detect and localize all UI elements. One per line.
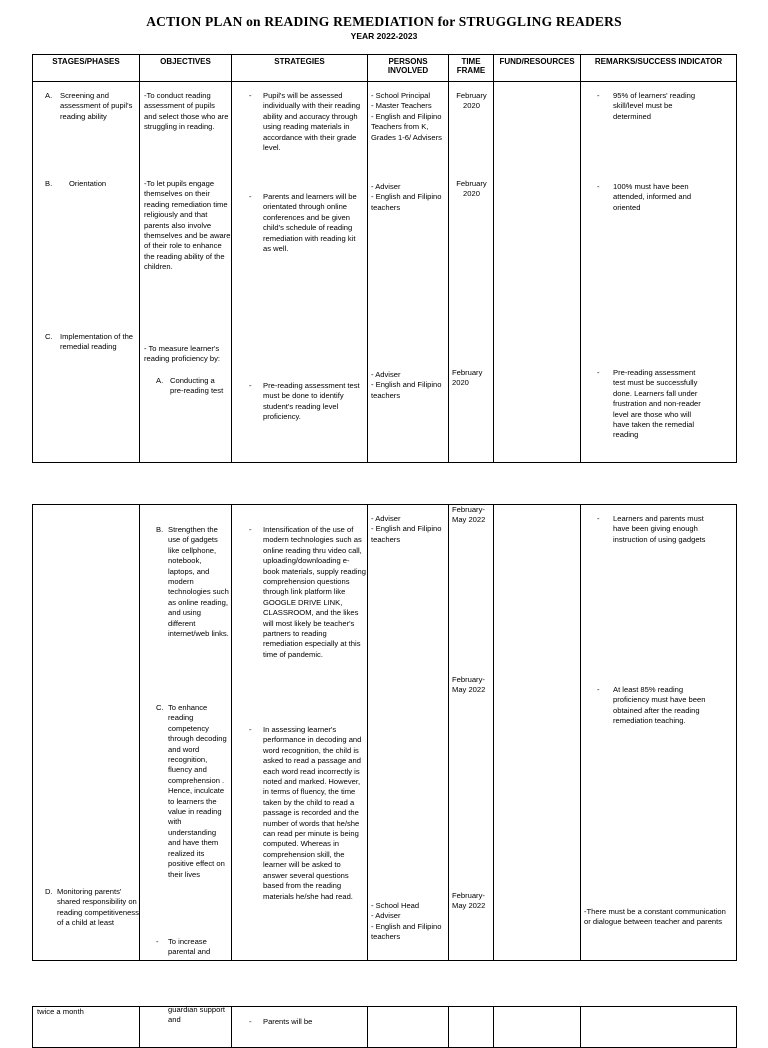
objectives-cell <box>140 505 232 961</box>
timeframe-cell <box>449 505 494 961</box>
strategy-3-text: Parents will be <box>263 1017 313 1026</box>
stages-cell <box>33 505 140 961</box>
remark-2 <box>597 685 709 727</box>
remarks-cell <box>581 505 737 961</box>
timeframe-cell <box>449 1007 494 1048</box>
strategy-1-text: Pupil's will be assessed individually with their reading ability and accuracy through using reading materials in accordance with their grade level. <box>263 91 361 153</box>
time-3: February-May 2022 <box>452 891 486 911</box>
remarks-cell <box>581 82 737 463</box>
objective-3a-text: Conducting a pre-reading test <box>170 376 224 396</box>
stage-b-marker: B. <box>45 179 53 188</box>
objective-c <box>156 703 230 880</box>
objective-3a <box>156 376 228 397</box>
col-header-time: TIME FRAME <box>449 55 494 82</box>
strategy-2-bullet: - <box>249 192 252 201</box>
objective-1: -To conduct reading assessment of pupils and select those who are struggling in reading. <box>144 91 229 132</box>
strategy-1-bullet: - <box>249 91 252 100</box>
remark-2-bullet: - <box>597 685 600 694</box>
strategy-2-text: Parents and learners will be orientated through online conferences and be given child's schedule of reading remediation with reading kit as well. <box>263 192 357 254</box>
action-plan-table-1 <box>32 54 737 463</box>
col-header-strategies: STRATEGIES <box>232 55 368 82</box>
strategy-3 <box>249 381 365 423</box>
strategy-3-bullet: - <box>249 1017 252 1026</box>
objective-c-marker: C. <box>156 703 164 712</box>
stage-b <box>45 179 137 189</box>
remark-1 <box>597 91 705 122</box>
document-year: YEAR 2022-2023 <box>350 31 418 41</box>
stage-d <box>45 887 139 929</box>
remark-2-text: At least 85% reading proficiency must have been obtained after the reading remediation teaching. <box>613 685 706 726</box>
document-title: ACTION PLAN on READING REMEDIATION for STRUGGLING READERS <box>146 14 622 29</box>
time-2: February-May 2022 <box>452 675 486 695</box>
table-row <box>33 1007 737 1048</box>
person-line: - Adviser <box>371 370 401 379</box>
objective-3: - To measure learner's reading proficiency by: <box>144 344 220 364</box>
persons-1 <box>371 514 447 545</box>
strategy-2 <box>249 192 365 254</box>
strategy-3-bullet: - <box>249 381 252 390</box>
persons-1 <box>371 91 447 143</box>
person-line: - English and Filipino Teachers from K, Grades 1-6/ Advisers <box>371 111 442 142</box>
col-header-stages: STAGES/PHASES <box>33 55 140 82</box>
time-1: February 2020 <box>456 91 487 111</box>
strategy-2-bullet: - <box>249 725 252 734</box>
persons-3 <box>371 370 447 401</box>
strategy-3-text: Pre-reading assessment test must be done to identify student's reading level proficiency. <box>263 381 360 422</box>
person-line: - Adviser <box>371 911 401 921</box>
strategy-1 <box>249 91 365 153</box>
remark-2-text: 100% must have been attended, informed and oriented <box>613 182 692 212</box>
stages-cell <box>33 82 140 463</box>
strategy-1 <box>249 525 366 660</box>
time-1: February-May 2022 <box>452 505 486 525</box>
persons-cell <box>368 82 449 463</box>
strategy-1-bullet: - <box>249 525 252 534</box>
strategies-cell <box>232 505 368 961</box>
strategy-3 <box>249 1017 366 1027</box>
remark-2 <box>597 182 705 213</box>
timeframe-cell <box>449 82 494 463</box>
col-header-persons: PERSONS INVOLVED <box>368 55 449 82</box>
remark-1-bullet: - <box>597 514 600 523</box>
remark-2-bullet: - <box>597 182 600 191</box>
remark-3: -There must be a constant communication or dialogue between teacher and parents <box>584 907 726 927</box>
action-plan-table-3 <box>32 1006 737 1048</box>
remark-1-text: Learners and parents must have been giving enough instruction of using gadgets <box>613 514 706 544</box>
stage-d-text: Monitoring parents' shared responsibility on reading competitiveness of a child at least <box>57 887 139 928</box>
persons-2 <box>371 182 447 213</box>
person-line: - English and Filipino teachers <box>371 380 442 400</box>
strategy-2 <box>249 725 366 902</box>
stage-c <box>45 332 137 353</box>
table-row <box>33 82 737 463</box>
person-line: - Adviser <box>371 182 401 191</box>
persons-cell <box>368 505 449 961</box>
objective-b <box>156 525 230 639</box>
strategy-1-text: Intensification of the use of modern technologies such as online reading thru video call, uploading/downloading e-book materials, supply reading comprehension questions through link platform like GOOGLE DRIVE LINK, CLASSROOM, and the likes will most likely be teacher's partners to reading remediation especially at this time of pandemic. <box>263 525 366 659</box>
person-line: - Adviser <box>371 514 401 523</box>
person-line: - English and Filipino teachers <box>371 192 442 212</box>
objective-d-continued: guardian support and <box>168 1005 225 1025</box>
table-row <box>33 505 737 961</box>
stage-c-marker: C. <box>45 332 53 341</box>
person-line: - English and Filipino teachers <box>371 524 442 544</box>
person-line: - School Head <box>371 901 420 910</box>
stage-c-text: Implementation of the remedial reading <box>60 332 134 352</box>
remark-1-text: 95% of learners' reading skill/level must be determined <box>613 91 696 121</box>
remark-3-bullet: - <box>597 368 600 377</box>
col-header-objectives: OBJECTIVES <box>140 55 232 82</box>
time-2: February 2020 <box>456 179 487 199</box>
time-3: February 2020 <box>452 368 483 388</box>
table-header-row <box>33 55 737 82</box>
person-line: - English and Filipino teachers <box>371 921 442 942</box>
remark-1-bullet: - <box>597 91 600 100</box>
stage-d-continued: twice a month <box>37 1007 84 1016</box>
fund-cell <box>494 505 581 961</box>
remark-1 <box>597 514 709 545</box>
objective-c-text: To enhance reading competency through decoding and word recognition, fluency and comprehension . Hence, inculcate to learners the value in reading with understanding and have them realized its positive effect on their lives <box>168 703 227 879</box>
objective-d-marker: - <box>156 937 159 946</box>
stage-a <box>45 91 137 122</box>
stage-b-text: Orientation <box>69 179 107 188</box>
col-header-fund: FUND/RESOURCES <box>494 55 581 82</box>
col-header-remarks: REMARKS/SUCCESS INDICATOR <box>581 55 737 82</box>
action-plan-table-2 <box>32 504 737 961</box>
person-line: - School Principal <box>371 91 431 100</box>
objective-d-text: To increase parental and <box>168 937 211 957</box>
strategy-2-text: In assessing learner's performance in decoding and word recognition, the child is asked to read a passage and each word read incorrectly is noted and marked. However, in terms of fluency, the time taken by the child to read a passage is recorded and the number of words that he/she can read per minute is being computed. Whereas in comprehension skill, the learner will be asked to answer several questions based from the reading materials he/she had read. <box>263 725 362 901</box>
objective-2: -To let pupils engage themselves on their reading remediation time religiously and that parents also involve themselves and be aware of their role to enhance the reading ability of the children. <box>144 179 231 272</box>
objectives-cell <box>140 82 232 463</box>
objective-b-text: Strengthen the use of gadgets like cellphone, notebook, laptops, and modern technologies such as online reading, and using different internet/web links. <box>168 525 229 639</box>
stage-a-marker: A. <box>45 91 53 100</box>
fund-cell <box>494 82 581 463</box>
remarks-cell <box>581 1007 737 1048</box>
remark-3 <box>597 368 709 441</box>
stage-d-marker: D. <box>45 887 53 896</box>
objective-d <box>156 937 230 958</box>
objective-3a-marker: A. <box>156 376 164 385</box>
stages-cell <box>33 1007 140 1048</box>
stage-a-text: Screening and assessment of pupil's reading ability <box>60 91 133 121</box>
strategies-cell <box>232 82 368 463</box>
fund-cell <box>494 1007 581 1048</box>
person-line: - Master Teachers <box>371 101 432 111</box>
persons-cell <box>368 1007 449 1048</box>
objective-b-marker: B. <box>156 525 164 534</box>
objectives-cell <box>140 1007 232 1048</box>
persons-3 <box>371 901 447 943</box>
remark-3-text: Pre-reading assessment test must be successfully done. Learners fall under frustration and non-reader level are those who will have taken the remedial reading <box>613 368 701 440</box>
strategies-cell <box>232 1007 368 1048</box>
